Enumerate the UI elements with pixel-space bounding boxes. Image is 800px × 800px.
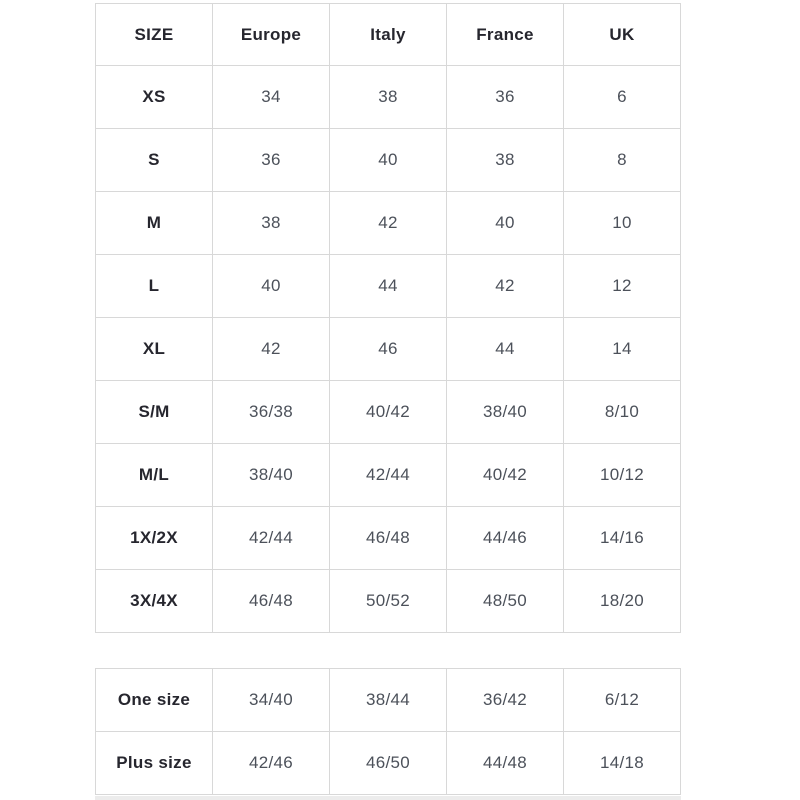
table-cell: 10/12 — [564, 444, 681, 507]
table-cell: 14 — [564, 318, 681, 381]
table-row-m — [96, 192, 681, 255]
table-row-3x-4x — [96, 570, 681, 633]
column-header-france: France — [447, 4, 564, 66]
table-cell: 12 — [564, 255, 681, 318]
table-cell: 38/40 — [213, 444, 330, 507]
table-cell: 42 — [447, 255, 564, 318]
row-label: M/L — [96, 444, 213, 507]
table-cell: 40 — [213, 255, 330, 318]
table-cell: 18/20 — [564, 570, 681, 633]
table-row-s-m — [96, 381, 681, 444]
table-cell: 38/40 — [447, 381, 564, 444]
table-cell: 14/18 — [564, 732, 681, 795]
row-label: XS — [96, 66, 213, 129]
table-cell: 44/46 — [447, 507, 564, 570]
table-cell: 48/50 — [447, 570, 564, 633]
table-cell: 42 — [330, 192, 447, 255]
row-label: One size — [96, 669, 213, 732]
table-cell: 8/10 — [564, 381, 681, 444]
table-cell: 42 — [213, 318, 330, 381]
size-conversion-table-body — [96, 66, 681, 633]
row-label: M — [96, 192, 213, 255]
table-cell: 38/44 — [330, 669, 447, 732]
column-header-size: SIZE — [96, 4, 213, 66]
row-label: S/M — [96, 381, 213, 444]
table-row-one-size — [96, 669, 681, 732]
table-cell: 6 — [564, 66, 681, 129]
table-cell: 44/48 — [447, 732, 564, 795]
table-cell: 42/44 — [213, 507, 330, 570]
table-cell: 36/38 — [213, 381, 330, 444]
table-cell: 50/52 — [330, 570, 447, 633]
column-header-uk: UK — [564, 4, 681, 66]
table-cell: 44 — [447, 318, 564, 381]
table-cell: 6/12 — [564, 669, 681, 732]
special-sizes-table — [95, 668, 681, 795]
column-header-europe: Europe — [213, 4, 330, 66]
table-cell: 38 — [447, 129, 564, 192]
column-header-italy: Italy — [330, 4, 447, 66]
size-conversion-table-header — [96, 4, 681, 66]
table-cell: 10 — [564, 192, 681, 255]
row-label: 1X/2X — [96, 507, 213, 570]
table-cell: 46/48 — [213, 570, 330, 633]
table-cell: 42/46 — [213, 732, 330, 795]
table-cell: 36/42 — [447, 669, 564, 732]
table-row-xl — [96, 318, 681, 381]
table-cell: 42/44 — [330, 444, 447, 507]
row-label: Plus size — [96, 732, 213, 795]
table-cell: 44 — [330, 255, 447, 318]
table-cell: 34/40 — [213, 669, 330, 732]
table-row-l — [96, 255, 681, 318]
row-label: 3X/4X — [96, 570, 213, 633]
row-label: XL — [96, 318, 213, 381]
table-cell: 14/16 — [564, 507, 681, 570]
table-cell: 38 — [213, 192, 330, 255]
row-label: L — [96, 255, 213, 318]
table-row-m-l — [96, 444, 681, 507]
table-cell: 36 — [213, 129, 330, 192]
size-conversion-table — [95, 3, 681, 633]
cutoff-next-row-edge — [95, 796, 681, 800]
special-sizes-table-body — [96, 669, 681, 795]
table-cell: 40/42 — [447, 444, 564, 507]
table-cell: 40 — [447, 192, 564, 255]
table-row-1x-2x — [96, 507, 681, 570]
table-cell: 34 — [213, 66, 330, 129]
table-cell: 46/48 — [330, 507, 447, 570]
table-cell: 8 — [564, 129, 681, 192]
table-row-s — [96, 129, 681, 192]
table-cell: 38 — [330, 66, 447, 129]
table-cell: 46/50 — [330, 732, 447, 795]
table-row-xs — [96, 66, 681, 129]
table-cell: 36 — [447, 66, 564, 129]
table-cell: 40 — [330, 129, 447, 192]
header-row — [96, 4, 681, 66]
table-cell: 40/42 — [330, 381, 447, 444]
row-label: S — [96, 129, 213, 192]
table-row-plus-size — [96, 732, 681, 795]
table-cell: 46 — [330, 318, 447, 381]
